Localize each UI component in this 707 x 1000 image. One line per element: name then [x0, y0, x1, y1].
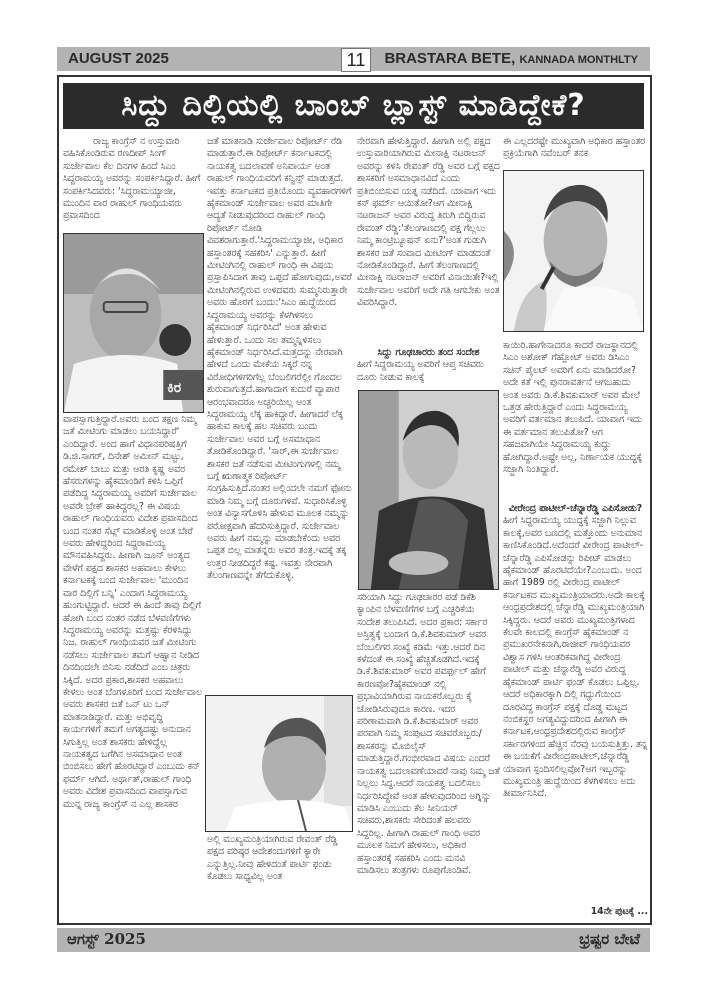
portrait-icon	[504, 171, 643, 331]
rahul-gandhi-photo	[503, 170, 644, 332]
portrait-icon	[206, 696, 352, 831]
portrait-icon	[359, 391, 498, 589]
section-subhead: ವೀರೇಂದ್ರ ಪಾಟೀಲ್-ಚೆನ್ನಾರೆಡ್ಡಿ ಎಪಿಸೋಡು?	[508, 503, 643, 514]
issue-date: AUGUST 2025	[68, 50, 169, 67]
publication-title: BRASTARA BETE,	[384, 50, 516, 67]
column-1-top	[63, 136, 203, 231]
column-4-mid	[503, 340, 648, 500]
column-1-bottom	[63, 414, 203, 919]
footer-date: ಆಗಸ್ಟ್ 2025	[67, 930, 146, 948]
publication-subtitle: KANNADA MONTHLTY	[519, 54, 638, 66]
header-bar	[57, 47, 650, 71]
column-4-bottom	[503, 503, 648, 918]
column-2-bottom	[207, 834, 352, 914]
section-subhead: ಸಿದ್ದು ಗೂಢಚಾರರು ತಂದ ಸಂದೇಶ	[377, 347, 480, 358]
footer-publication: ಭ್ರಷ್ಟರ ಬೇಟೆ	[579, 930, 640, 948]
continued-on-page-link[interactable]: 14ನೇ ಪುಟಕ್ಕೆ ...	[590, 906, 648, 917]
siddaramaiah-photo	[63, 233, 204, 413]
sonia-gandhi-photo	[358, 390, 499, 590]
paragraph: ಜತೆ ಮಾತನಾಡಿ ಸುರ್ಜೇವಾಲ ರಿಪೋರ್ಟ್ ರೆಡಿ ಮಾಡುತ್ತಾರೆ.ಈ ರಿಪೋರ್ಟ್ ಕರ್ನಾಟಕದಲ್ಲಿ ನಾಯಕತ್ವ ಬದಲಾವಣೆ ಅನಿವಾರ್ಯ ಅಂತ ರಾಹುಲ್ ಗಾಂಧಿಯವರಿಗೆ ಕನ್ವಿನ್ಸ್ ಮಾಡುತ್ತದೆ. ಇವತ್ತು ಕರ್ನಾಟಕದ ಪ್ರತಿಯೊಂದು ವ್ಯವಹಾರಗಳಿಗೆ ಹೈಕಮಾಂಡ್ ಸುರ್ಜೇವಾಲ ಅವರ ಮಾತಿಗೇ ಆದ್ಯತೆ ನೀಡುವುದರಿಂದ ರಾಹುಲ್ ಗಾಂಧಿ ರಿಪೋರ್ಟ್ ನೋಡಿ ವಿವಶರಾಗುತ್ತಾರೆ.'ಸಿದ್ದರಾಮಯ್ಯಾಜೀ, ಅಧಿಕಾರ ಹಸ್ತಾಂತರಕ್ಕೆ ಸಹಕರಿಸಿ' ಎನ್ನುತ್ತಾರೆ. ಹೀಗೆ ಮೀಟಿಂಗಿನಲ್ಲಿ ರಾಹುಲ್ ಗಾಂಧಿ ಈ ವಿಷಯ ಪ್ರಸ್ತಾಪಿಸಿದಾಗ ತಾವು ಒಪ್ಪದೆ ಹೋಗುವುದು,ಅವರೆ ಮೀಟಿಂಗಿನಲ್ಲಿರುವ ಉಳಿದವರು ಸುಮ್ಮನಿರುತ್ತಾರೇ ಅವರು ಹೊರಗೆ ಬಂದು:'ಸಿಎಂ ಹುದ್ದೆಯಿಂದ ಸಿದ್ದರಾಮಯ್ಯ ಅವರನ್ನು ಕೆಳಗಿಳಿಸಲು ಹೈಕಮಾಂಡ್ ನಿರ್ಧರಿಸಿದೆ' ಅಂತ ಹೇಳುವ ಹೇಳುತ್ತಾರೆ. ಒಂದು ಸಲ ತಮ್ಮನ್ನಿಳಿಸಲು ಹೈಕಮಾಂಡ್ ನಿರ್ಧರಿಸಿದೆ.ಮತ್ತದನ್ನು ನೇರವಾಗಿ ಹೇಳದೆ ಒಂದು ಮೇಕೆಯ ಸಿಕ್ಕರೆ ನನ್ನ ವಿರೋಧಿಗಳಿಗರಿಗೆಲ್ಲ ಬೆಂಬಲಿಗರೆಲ್ಲೀ ಗೊಂದಲ ಶುರುವಾಗುತ್ತದೆ.ಹಾಗಾದಾಗ ಕುದುರೆ ವ್ಯಾಪಾರ ಆರಂಭವಾದರೂ ಅಚ್ಚರಿಯಿಲ್ಲ ಅಂತ ಸಿದ್ದರಾಮಯ್ಯ ಲೆಕ್ಕ ಹಾಕಿದ್ದಾರೆ. ಹೀಗಾದರೆ ಲೆಕ್ಕ ಹಾಕುವ ಕಾಲಕ್ಕೆ ಹಲ ಸಚಿವರು ಬಂದು ಸುರ್ಜೇವಾಲ ಅವರ ಬಗ್ಗೆ ಅಸಮಾಧಾನ ತೋಡಿಕೊಂಡಿದ್ದಾರೆ. 'ಸಾರ್,ಈ ಸುರ್ಜೇವಾಲ ಶಾಸಕರ ಜತೆ ನಡೆಸುವ ಮೀಟಿಂಗುಗಳಲ್ಲಿ ನಮ್ಮ ಬಗ್ಗೆ ಋಣಾತ್ಮಕ ರಿಪೋರ್ಟ್ ಸಂಗ್ರಹಿಸುತ್ತಿದೆ.ನಂತರ ಅಲ್ಲಿಂದಲೇ ನಮಗೆ ಫೋನು ಮಾಡಿ ನಿಮ್ಮ ಬಗ್ಗೆ ದೂರುಗಳಿವೆ. ಸುಧಾರಿಸಿಕೊಳ್ಳಿ ಅಂತ ವಿನ್ಯಾಸಗೊಳಿಸಿ ಹೇಳುವ ಮೂಲಕ ನಮ್ಮನ್ನು ಪರೋಕ್ಷವಾಗಿ ಹೆದರಿಸುತ್ತಿದ್ದಾರೆ. ಸುರ್ಜೇವಾಲ ಅವರು ಹೀಗೆ ನಮ್ಮನ್ನು ಮಾಡಬೇಕೆಂದು ಅವರ ಒಪ್ಪತ ಬಿಲ್ಲ ಮಾತನ್ನರು ಅವರ ತಂತ್ರ.ಇದಕ್ಕೆ ತಕ್ಕ ಉತ್ತರ ನೀಡದಿದ್ದರೆ ಕಷ್ಟ. ಇವತ್ತು ನೇರವಾಗಿ ತೆಲಂಗಾಣವನ್ನೇ ತೆಗೆದುಕೊಳ್ಳಿ.	[207, 136, 352, 582]
paragraph: ಸರಿಯಾಗಿ ಸಿದ್ದು ಗೂಢಚಾರರ ಪಡೆ ಡಿಕೆಶಿ ಕ್ಯಾಂಪಿನ ಬೆಳವಣಿಗೆಗಳ ಬಗ್ಗೆ ಎಚ್ಚರಿಕೆಯ ಸಂದೇಶ ತಲುಪಿಸಿದೆ. ಅದರ ಪ್ರಕಾರ: ಸರ್ಕಾರ ಅಸ್ತಿತ್ವಕ್ಕೆ ಬಂದಾಗ ಡಿ.ಕೆ.ಶಿವಕುಮಾರ್ ಅವರ ಬೆಂಬಲಿಗರ ಸಂಖ್ಯೆ ಕಡಿಮೆ ಇತ್ತು.ಆದರೆ ದಿನ ಕಳೆದಂತೆ ಈ ಸಂಖ್ಯೆ ಹೆಚ್ಚತೊಡಗಿದೆ.ಇದಕ್ಕೆ ಡಿ.ಕೆ.ಶಿವಕುಮಾರ್ ಅವರ ಪವರ್ಫುಲ್ ಹೇಗೆ ಕಾರಣವೋ?ಹೈಕಮಾಂಡ್ ನಲ್ಲಿ ಪ್ರಭಾವಿಯಾಗಿರುವ ನಾಯಕರೊಬ್ಬರು ಕೈ ಜೋಡಿಸಿರುವುದೂ ಕಾರಣ. ಇದರ ಪರಿಣಾಮವಾಗಿ ಡಿ.ಕೆ.ಶಿವಕುಮಾರ್ ಅವರ ಪರವಾಗಿ ನಿಮ್ಮ ಸಂಪುಟದ ಸಚಿವರೊಬ್ಬರು/ ಶಾಸಕರನ್ನು ಮೊಬಿಲೈಸ್ ಮಾಡುತ್ತಿದ್ದಾರೆ.ಗಂಭೀರವಾದ ವಿಷಯ ಎಂದರೆ ನಾಯಕತ್ವ ಬದಲಾವಣೆಯಾದರೆ ನಾವು ನಿಮ್ಮ ಜತೆ ನಿಲ್ಲಲು ಸಿದ್ಧ.ಆದರೆ ನಾಯಕತ್ವ ಬದಲಿಸಲು ನಿರ್ಧರಿಸಿದ್ದೇವೆ ಅಂತ ಹೇಳುವುದರಿಂದ ಅಗ್ನಿನ್ನು ಮಾಡಿಸಿ ಎಂಬುದು ಕೆಲ ಸೀನಿಯರ್ ಸಚಿವರು,ಶಾಸಕರು ಸೇರಿದಂತೆ ಹಲವರು ಸಿದ್ಧರಿಲ್ಲ. ಹೀಗಾಗಿ ರಾಹುಲ್ ಗಾಂಧಿ ಅವರ ಮೂಲಕ ನಿಮಗೆ ಹೇಳಿಸಲು, ಅಧಿಕಾರ ಹಸ್ತಾಂತರಕ್ಕೆ ಸಹಕರಿಸಿ ಎಂದು ಮನವಿ ಮಾಡಿಸಲು ತಂತ್ರಗಳು ರೂಪುಗೊಂಡಿವೆ.	[357, 592, 500, 876]
portrait-icon	[64, 234, 203, 412]
paragraph: ಹೀಗೆ ಸಿದ್ದರಾಮಯ್ಯ ಅವರಿಗೆ ಆಪ್ತ ಸಚಿವರು ದೂರು ನೀಡುವ ಕಾಲಕ್ಕೆ	[357, 359, 484, 383]
dk-shivakumar-photo	[205, 695, 353, 832]
page-number: 11	[341, 48, 371, 72]
paragraph: ಕಾಯಿರಿ.ಹಾಗೇನಾದರೂ ಕಾದರೆ ರಾಜಸ್ಥಾನದಲ್ಲಿ ಸಿಎಂ ಅಶೋಕ್ ಗೆಹ್ಲೋಟ್ ಅವರು ಡಿಸಿಎಂ ಸಚಿನ್ ಪೈಲಟ್ ಅವರಿಗೆ ಏನು ಮಾಡಿದರೋ?ಅದೇ ಕತೆ ಇಲ್ಲಿ ಪುನರಾವರ್ತನೆ ಆಗಬಹುದು ಅಂತ ಅವರು ಡಿ.ಕೆ.ಶಿವಕುಮಾರ್ ಅವರ ಮೇಲೆ ಒತ್ತಡ ಹೇರುತ್ತಿದ್ದಾರೆ ಎಂದು ಸಿದ್ದರಾಮಯ್ಯ ಅವರಿಗೆ ವರ್ತಮಾನ ತಲುಪಿದೆ. ಯಾವಾಗ ಇದು ಈ ವರ್ತಮಾನ ತಲುಪಿತೋ? ಆಗ ಸಹಜವಾಗಿಯೇ ಸಿದ್ದರಾಮಯ್ಯ ಕುದ್ದು ಹೋಗಿದ್ದಾರೆ.ಅಷ್ಟೇ ಅಲ್ಲ, ನಿರ್ಣಾಯಕ ಯುದ್ಧಕ್ಕೆ ಸಜ್ಜಾಗಿ ನಿಂತಿದ್ದಾರೆ.	[503, 340, 643, 476]
publication-name	[384, 50, 638, 67]
column-3-top	[357, 136, 500, 336]
footer-bar	[57, 928, 650, 952]
paragraph: ಈ ಎಲ್ಲದರಷ್ಟೇ ಮುಖ್ಯವಾಗಿ ಅಧಿಕಾರ ಹಸ್ತಾಂತರ ಪ್ರಕ್ರಿಯೆಗಾಗಿ ನವೆಂಬರ್ ತನಕ	[503, 136, 646, 160]
paragraph: ಅಲ್ಲಿ ಮುಖ್ಯಮಂತ್ರಿಯಾಗಿರುವ ರೇವಂತ್ ರೆಡ್ಡಿ ಪಕ್ಷದ ವರಿಷ್ಠರ ಆದೇಶಂದುಗಳಿಗೆ ಕ್ಯಾರೇ ಎನ್ನುತ್ತಿಲ್ಲ.ನೀವು ಹೇಳಿದಂತೆ ಪಾರ್ಟಿ ಫಂಡು ಕೊಡಲು ಸಾಧ್ಯವಿಲ್ಲ ಅಂತ	[207, 834, 338, 883]
mic-label: ಕಿರ	[167, 379, 182, 397]
column-3-bottom	[357, 592, 500, 917]
column-3-subsection	[357, 347, 500, 387]
paragraph: ಹೀಗೆ ಸಿದ್ದರಾಮಯ್ಯ ಯುದ್ಧಕ್ಕೆ ಸಜ್ಜಾಗಿ ನಿಲ್ಲುವ ಕಾಲಕ್ಕೆ,ಅವರ ಬಣದಲ್ಲಿ ಮತ್ತೊಂದು ಅನುಮಾನ ಕಾಣಿಸಿಕೊಂಡಿದೆ.ಅದೆಂದರೆ ವೀರೇಂದ್ರ ಪಾಟೀಲ್-ಚೆನ್ನಾರೆಡ್ಡಿ ಎಪಿಸೋಡನ್ನು ರಿಪೀಟ್ ಮಾಡಲು ಹೈಕಮಾಂಡ್ ಹೊರಟಿದೆಯೇ?ಎಂಬುದು. ಅಂದ ಹಾಗೆ 1989 ರಲ್ಲಿ ವೀರೇಂದ್ರ ಪಾಟೀಲ್ ಕರ್ನಾಟಕದ ಮುಖ್ಯಮಂತ್ರಿಯಾದರು.ಅದೇ ಕಾಲಕ್ಕೆ ಆಂಧ್ರಪ್ರದೇಶದಲ್ಲಿ ಚೆನ್ನಾರೆಡ್ಡಿ ಮುಖ್ಯಮಂತ್ರಿಯಾಗಿ ಸಿಕ್ಕಿದ್ದರು. ಆದರೆ ಅವರು ಮುಖ್ಯಮಂತ್ರಿಗಳಾದ ಕೆಲವೇ ಕಾಲದಲ್ಲಿ ಕಾಂಗ್ರೆಸ್ ಹೈಕಮಾಂಡ್ ನ ಪ್ರಮುಖರನೇಕನಾಗಿ,ರಾಜೀವ್ ಗಾಂಧಿಯವರ ವಿಶ್ವಾಸ ಗಳಿಸಿ ಆಂತರಿಕವಾಗಿದ್ದ ವೀರೇಂದ್ರ ಪಾಟೀಲ್ ಮತ್ತು ಚೆನ್ನಾರೆಡ್ಡಿ ಅವರ ವಿರುದ್ಧ ಹೈಕಮಾಂಡ್ ಪಾರ್ಟಿ ಫಂಡ್ ಕೊಡಲು ಒಪ್ಪಿಲ್ಲ. ಆದರೆ ಅಧಿಕಾರಕ್ಕಾಗಿ ದಿಲ್ಲಿ ಗದ್ದುಗೆಯಿಂದ ದೂರವಿದ್ದ ಕಾಂಗ್ರೆಸ್ ಪಕ್ಷಕ್ಕೆ ದೊಡ್ಡ ಮಟ್ಟದ ನಂಬಿಕಸ್ಥರ ಅಗತ್ಯವಿದ್ದುದರಿಂದ ಹೀಗಾಗಿ ಈ ಕರ್ನಾಟಕ,ಆಂಧ್ರಪ್ರದೇಶದಲ್ಲಿರುವ ಕಾಂಗ್ರೆಸ್ ಸರ್ಕಾರಗಳಿಂದ ಹೆಚ್ಚಿನ ನೆರವು ಬಯಸುತ್ತಿತ್ತು. ತನ್ನ ಈ ಬಯಕೆಗೆ ವೀರೇಂದ್ರಪಾಟೀಲ್,ಚೆನ್ನಾರೆಡ್ಡಿ ಯಾವಾಗ ಸ್ಪಂದಿಸಲಿಲ್ಲವೋ?ಆಗ ಇಬ್ಬರನ್ನು ಮುಖ್ಯಮಂತ್ರಿ ಹುದ್ದೆಯಿಂದ ಕೆಳಗಿಳಿಸಲು ಅದು ತೀರ್ಮಾನಿಸಿದೆ.	[503, 515, 648, 800]
column-2-top	[207, 136, 352, 692]
column-4-top	[503, 136, 648, 166]
continued-note-wrap	[503, 906, 648, 919]
article-headline: ಸಿದ್ದು ದಿಲ್ಲಿಯಲ್ಲಿ ಬಾಂಬ್ ಬ್ಲಾಸ್ಟ್ ಮಾಡಿದ್ದೇಕೆ?	[63, 83, 644, 129]
paragraph: ವಾಪಸ್ಸಾಗುತ್ತಿದ್ದಾರೆ.ಅವರು ಬಂದ ತಕ್ಷಣ ನಿಮ್ಮ ಜತೆ ಮೀಟಿಂಗು ಮಾಡಲು ಬಯಸಿದ್ದಾರೆ' ಎಂದಿದ್ದಾರೆ. ಅಂದ ಹಾಗೆ ವಿಧಾನಪರಿಷತ್ತಿಗೆ ಡಿ.ಜಿ.ಸಾಗರ್, ದಿನೇಶ್ ಅಮೀನ್ ಮಟ್ಟು, ರಮೇಶ್ ಬಾಬು ಮತ್ತು ಆರತಿ ಕೃಷ್ಣ ಅವರ ಹೆಸರುಗಳನ್ನು ಹೈಕಮಾಂಡಿಗೆ ಕಳಿಸಿ ಒಪ್ಪಿಗೆ ಪಡೆದಿದ್ದ ಸಿದ್ದರಾಮಯ್ಯ ಅವರಿಗೆ ಸುರ್ಜೇವಾಲ ಅವರೇ ಬ್ರೇಕ್ ಹಾಕಿದ್ದರಲ್ಲ? ಈ ವಿಷಯ ರಾಹುಲ್ ಗಾಂಧಿಯವರು ವಿದೇಶ ಪ್ರವಾಸದಿಂದ ಬಂದ ನಂತರ ಸೆಟ್ಲ್ ಮಾಡಿಕೊಳ್ಳಿ ಅಂತ ಬೇರೆ ಅವರು ಹೇಳಿದ್ದರಿಂದ ಸಿದ್ದರಾಮಯ್ಯ ಮೌನವಹಿಸಿದ್ದರು. ಹೀಗಾಗಿ ಜೂನ್ ಅಂತ್ಯದ ವೇಳೆಗೆ ಪಕ್ಷದ ಶಾಸಕರ ಅಹವಾಲು ಕೇಳಲು ಕರ್ನಾಟಕಕ್ಕೆ ಬಂದ ಸುರ್ಜೇವಾಲ 'ಮುಂದಿನ ವಾರ ದಿಲ್ಲಿಗೆ ಬನ್ನಿ' ಎಂದಾಗ ಸಿದ್ದರಾಮಯ್ಯ ಹುಂಗುಟ್ಟಿದ್ದಾರೆ. ಆದರೆ ಈ ಹಿಂದೆ ತಾವು ದಿಲ್ಲಿಗೆ ಹೋಗಿ ಬಂದ ನಂತರ ನಡೆದ ಬೆಳವಣಿಗೆಗಳು ಸಿದ್ದರಾಮಯ್ಯ ಅವರನ್ನು ಮತ್ತಷ್ಟು ಕೆರಳಿಸಿದ್ದು ನಿಜ. ರಾಹುಲ್ ಗಾಂಧಿಯವರ ಜತೆ ಮೀಟಿಂಗು ನಡೆಸಲು ಸುರ್ಜೇವಾಲ ತಮಗೆ ಆಹ್ವಾನ ನೀಡಿದ ದಿನದಿಂದಲೇ ಬಿನಿಸು ನಡೆದಿದೆ ಎಂಬ ಚಿತ್ರರು ಸಿಕ್ಕಿದೆ. ಅದರ ಪ್ರಕಾರ,ಶಾಸಕರ ಅಹವಾಲು ಕೇಳಲು ಅಂತ ಬೆಂಗಳೂರಿಗೆ ಬಂದ ಸುರ್ಜೇವಾಲ ಅವರು ಶಾಸಕರ ಜತೆ ಒನ್ ಟು ಒನ್ ಮಾತನಾಡಿದ್ದಾರೆ. ಮತ್ತು ಅಭಿವೃದ್ಧಿ ಕಾರ್ಯಗಳಿಗೆ ತಮಗೆ ಅಗತ್ಯದಷ್ಟು ಅನುದಾನ ಸಿಗುತ್ತಿಲ್ಲ ಅಂತ ಶಾಸಕರು ಹೇಳಿದ್ದೆಲ್ಲ ನಾಯಕತ್ವದ ಬಗೆಗಿನ ಅಸಮಾಧಾನ ಅಂತ ಬಿಂಬಿಸಲು ಹೇಗೆ ಹೊರಟಿದ್ದಾರೆ ಎಂಬುದು ಕನ್ ಫರ್ಮ್ ಆಗಿದೆ. ಅರ್ಥಾತ್,ರಾಹುಲ್ ಗಾಂಧಿ ಅವರು ವಿದೇಶ ಪ್ರವಾಸದಿಂದ ವಾಪಸ್ಸಾಗುವ ಮುನ್ನ ರಾಜ್ಯ ಕಾಂಗ್ರೆಸ್ ನ ಎಲ್ಲ ಶಾಸಕರ	[63, 414, 203, 810]
paragraph: ನೇರವಾಗಿ ಹೇಳುತ್ತಿದ್ದಾರೆ. ಹೀಗಾಗಿ ಅಲ್ಲಿ ಪಕ್ಷದ ಉಸ್ತುವಾರಿಯಾಗಿರುವ ಮೀನಾಕ್ಷಿ ನಟರಾಜನ್ ಅವರನ್ನು ಕಳಿಸಿ ರೇವಂತ್ ರೆಡ್ಡಿ ಅವರ ಬಗ್ಗೆ ಪಕ್ಷದ ಶಾಸಕರಿಗೆ ಅಸಮಾಧಾನವಿದೆ ಎಂದು ಪ್ರತಿಬಿಂಬಿಸುವ ಯತ್ನ ನಡೆದಿದೆ. ಯಾವಾಗ ಇದು ಕನ್ ಫರ್ಮ್ ಆಯಿತೋ?ಆಗ ಮೀನಾಕ್ಷಿ ನಟರಾಜನ್ ಅವರ ವಿರುದ್ಧ ತಿರುಗಿ ಬಿದ್ದಿರುವ ರೇವಂತ್ ರೆಡ್ಡಿ:'ತೆಲಂಗಾಣದಲ್ಲಿ ಪಕ್ಷ ಗೆಲ್ಲಲು ನಿಮ್ಮ ಕಾಂಟ್ರಿಬ್ಯೂಷನ್ ಏನು?'ಅಂತ ಗುಡುಗಿ ಶಾಸಕರ ಜತೆ ಸಂವಾದ ಮೀಟಿಂಗ್ ಮಾಡದಂತೆ ನೋಡಿಕೊಂಡಿದ್ದಾರೆ. ಹೀಗೆ ತೆಲಂಗಾಣದಲ್ಲಿ ಮೀನಾಕ್ಷಿ ನಟರಾಜನ್ ಅವರಿಗೆ ವಿನಾಯಿತೇ?ಇಲ್ಲಿ ಸುರ್ಜೇವಾಲ ಅವರಿಗೆ ಅದೇ ಗತಿ ಆಗಬೇಕು ಅಂತ ವಿವರಿಸಿದ್ದಾರೆ.	[357, 136, 500, 309]
paragraph: ರಾಜ್ಯ ಕಾಂಗ್ರೆಸ್ ನ ಉಸ್ತುವಾರಿ ವಹಿಸಿಕೊಂಡಿರುವ ರಣದೀಪ್ ಸಿಂಗ್ ಸುರ್ಜೇವಾಲ ಕೆಲ ದಿನಗಳ ಹಿಂದೆ ಸಿಎಂ ಸಿದ್ದರಾಮಯ್ಯ ಅವರನ್ನು ಸಂಪರ್ಕಿಸಿದ್ದಾರೆ. ಹೀಗೆ ಸಂಪರ್ಕಿಸಿದವರು: 'ಸಿದ್ದರಾಮಯ್ಯಾಜೀ, ಮುಂದಿನ ವಾರ ರಾಹುಲ್ ಗಾಂಧಿಯವರು ಪ್ರವಾಸದಿಂದ	[63, 136, 201, 222]
